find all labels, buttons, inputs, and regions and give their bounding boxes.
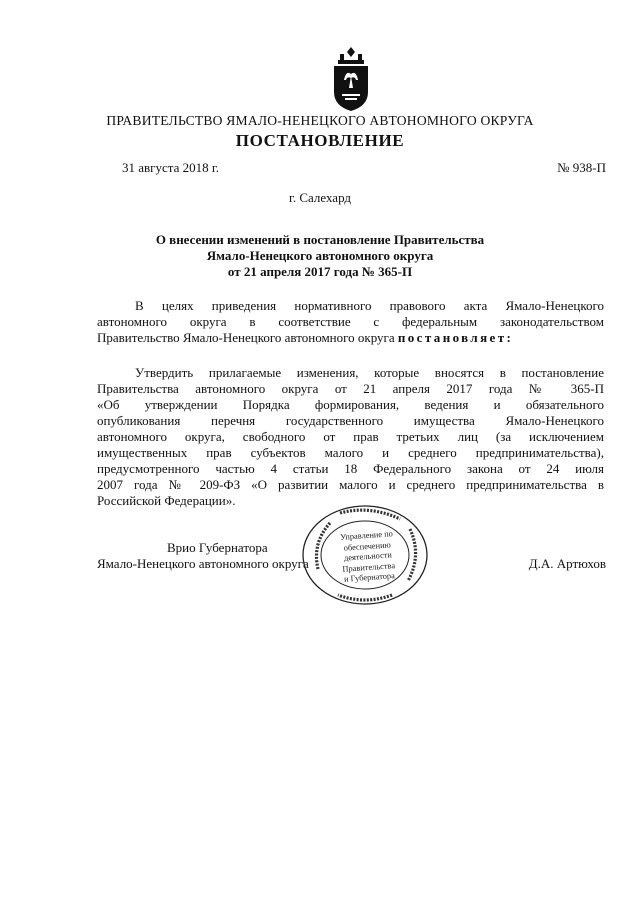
stamp-line: обеспечению [343, 539, 392, 553]
resolves-word: постановляет: [397, 330, 514, 345]
stamp-line: Управление по [339, 529, 394, 542]
document-type: ПОСТАНОВЛЕНИЕ [235, 131, 405, 150]
paragraph-line: Российской Федерации». [97, 493, 236, 508]
coat-of-arms-emblem [328, 46, 374, 112]
paragraph-line: имущественных прав субъектов малого и среднего предпринимательства), [97, 445, 604, 460]
document-number: № 938-П [557, 160, 606, 175]
stamp-line: и Губернатора [343, 571, 396, 584]
stamp-line: деятельности [343, 550, 393, 563]
signatory-name: Д.А. Артюхов [528, 556, 606, 571]
stamp-line: Правительства [342, 560, 396, 574]
signatory-region: Ямало-Ненецкого автономного округа [97, 556, 309, 571]
paragraph-line: предусмотренного частью 4 статьи 18 Федерального закона от 24 июля [97, 461, 604, 476]
document-city: г. Салехард [288, 190, 352, 205]
paragraph-line [97, 330, 604, 346]
government-name: ПРАВИТЕЛЬСТВО ЯМАЛО-НЕНЕЦКОГО АВТОНОМНОГО ОКРУГА [106, 113, 534, 128]
signatory-role: Врио Губернатора [167, 540, 268, 555]
title-line: О внесении изменений в постановление Правительства [155, 232, 485, 247]
preamble-paragraph [97, 298, 604, 346]
paragraph-line: Правительства автономного округа от 21 апреля 2017 года № 365-П [97, 381, 604, 396]
paragraph-line: опубликования перечня государственного имущества Ямало-Ненецкого [97, 413, 604, 428]
paragraph-line: автономного округа в соответствие с федеральным законодательством [97, 314, 604, 329]
paragraph-line: «Об утверждении Порядка формирования, ведения и обязательного [97, 397, 604, 412]
paragraph-line: автономного округа, свободного от прав третьих лиц (за исключением [97, 429, 604, 444]
paragraph-line: 2007 года № 209-ФЗ «О развитии малого и среднего предпринимательства в [97, 477, 604, 492]
document-date: 31 августа 2018 г. [122, 160, 219, 175]
paragraph-line: В целях приведения нормативного правового акта Ямало-Ненецкого [135, 298, 604, 313]
paragraph-line: Утвердить прилагаемые изменения, которые вносятся в постановление [135, 365, 604, 380]
resolution-paragraph [97, 365, 604, 509]
title-line: от 21 апреля 2017 года № 365-П [227, 264, 413, 279]
stamp-inscription [338, 529, 398, 585]
paragraph-text: Правительство Ямало-Ненецкого автономного округа [97, 330, 395, 345]
document-title [0, 232, 640, 280]
title-line: Ямало-Ненецкого автономного округа [206, 248, 434, 263]
